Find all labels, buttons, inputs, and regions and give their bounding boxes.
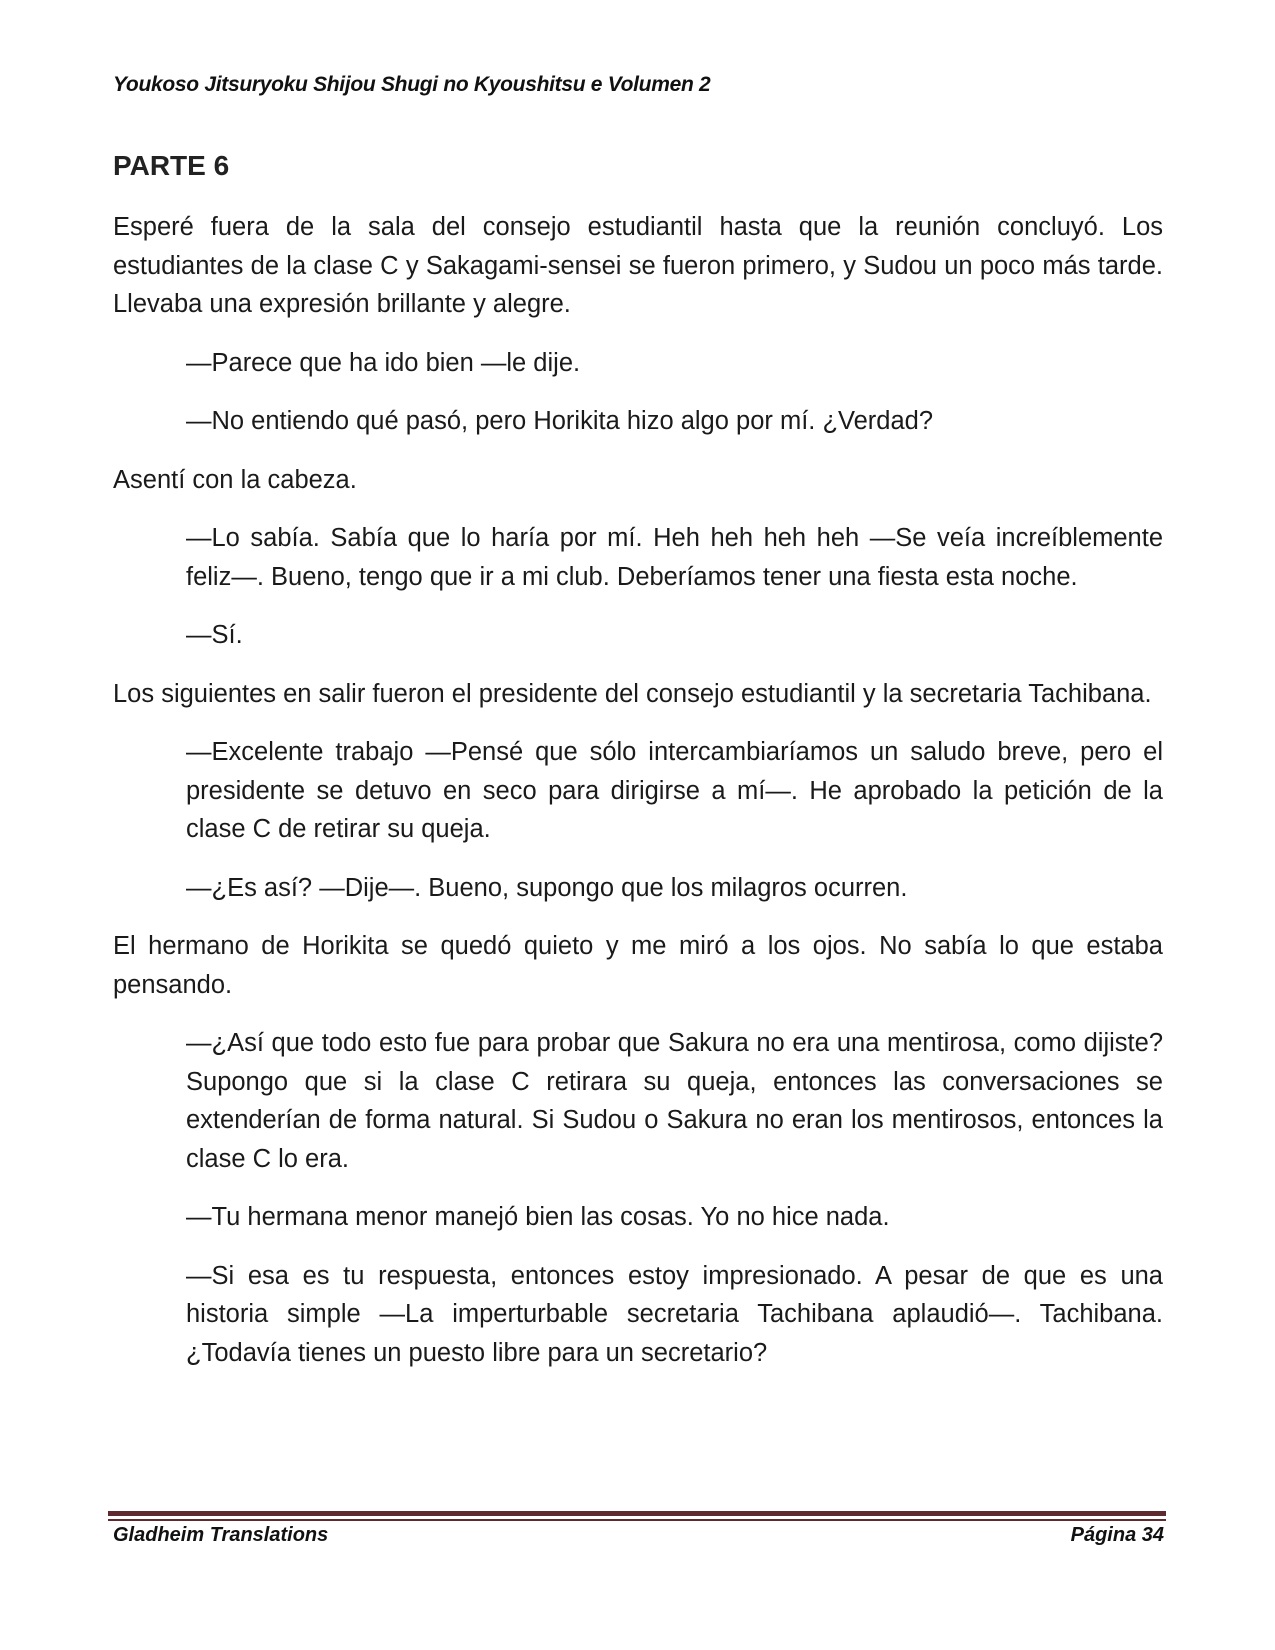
- dialogue-paragraph: —Tu hermana menor manejó bien las cosas. Yo no hice nada.: [186, 1203, 890, 1231]
- dialogue-paragraph: —¿Así que todo esto fue para probar que Sakura no era una mentirosa, como dijiste? Supongo que si la clase C retirara su queja, entonces las conversaciones se extenderían de forma natural. Si Sudou o Sakura no eran los mentirosos, entonces la clase C lo era.: [186, 1029, 1163, 1173]
- footer-credit: Gladheim Translations: [113, 1524, 329, 1546]
- body-text: [113, 208, 1163, 1392]
- paragraph: Esperé fuera de la sala del consejo estudiantil hasta que la reunión concluyó. Los estudiantes de la clase C y Sakagami-sensei se fueron primero, y Sudou un poco más tarde. Llevaba una expresión brillante y alegre.: [113, 213, 1163, 318]
- dialogue-paragraph: —Sí.: [186, 621, 243, 649]
- footer-rule: [108, 1511, 1166, 1516]
- footer-rule-thin: [108, 1519, 1166, 1521]
- page-number: Página 34: [1070, 1524, 1164, 1546]
- dialogue-paragraph: —No entiendo qué pasó, pero Horikita hizo algo por mí. ¿Verdad?: [186, 407, 934, 435]
- dialogue-paragraph: —¿Es así? —Dije—. Bueno, supongo que los milagros ocurren.: [186, 873, 908, 902]
- dialogue-paragraph: —Parece que ha ido bien —le dije.: [186, 348, 581, 377]
- section-title: PARTE 6: [113, 150, 230, 181]
- running-header: Youkoso Jitsuryoku Shijou Shugi no Kyoushitsu e Volumen 2: [113, 73, 711, 96]
- paragraph: Asentí con la cabeza.: [113, 465, 357, 494]
- dialogue-paragraph: —Excelente trabajo —Pensé que sólo intercambiaríamos un saludo breve, pero el presidente se detuvo en seco para dirigirse a mí—. He aprobado la petición de la clase C de retirar su queja.: [186, 738, 1163, 843]
- dialogue-paragraph: —Si esa es tu respuesta, entonces estoy impresionado. A pesar de que es una historia simple —La imperturbable secretaria Tachibana aplaudió—. Tachibana. ¿Todavía tienes un puesto libre para un secretario?: [186, 1261, 1163, 1367]
- dialogue-paragraph: —Lo sabía. Sabía que lo haría por mí. Heh heh heh heh —Se veía increíblemente feliz—. Bueno, tengo que ir a mi club. Deberíamos tener una fiesta esta noche.: [186, 524, 1163, 591]
- paragraph: El hermano de Horikita se quedó quieto y me miró a los ojos. No sabía lo que estaba pensando.: [113, 932, 1163, 999]
- paragraph: Los siguientes en salir fueron el presidente del consejo estudiantil y la secretaria Tachibana.: [113, 679, 1152, 708]
